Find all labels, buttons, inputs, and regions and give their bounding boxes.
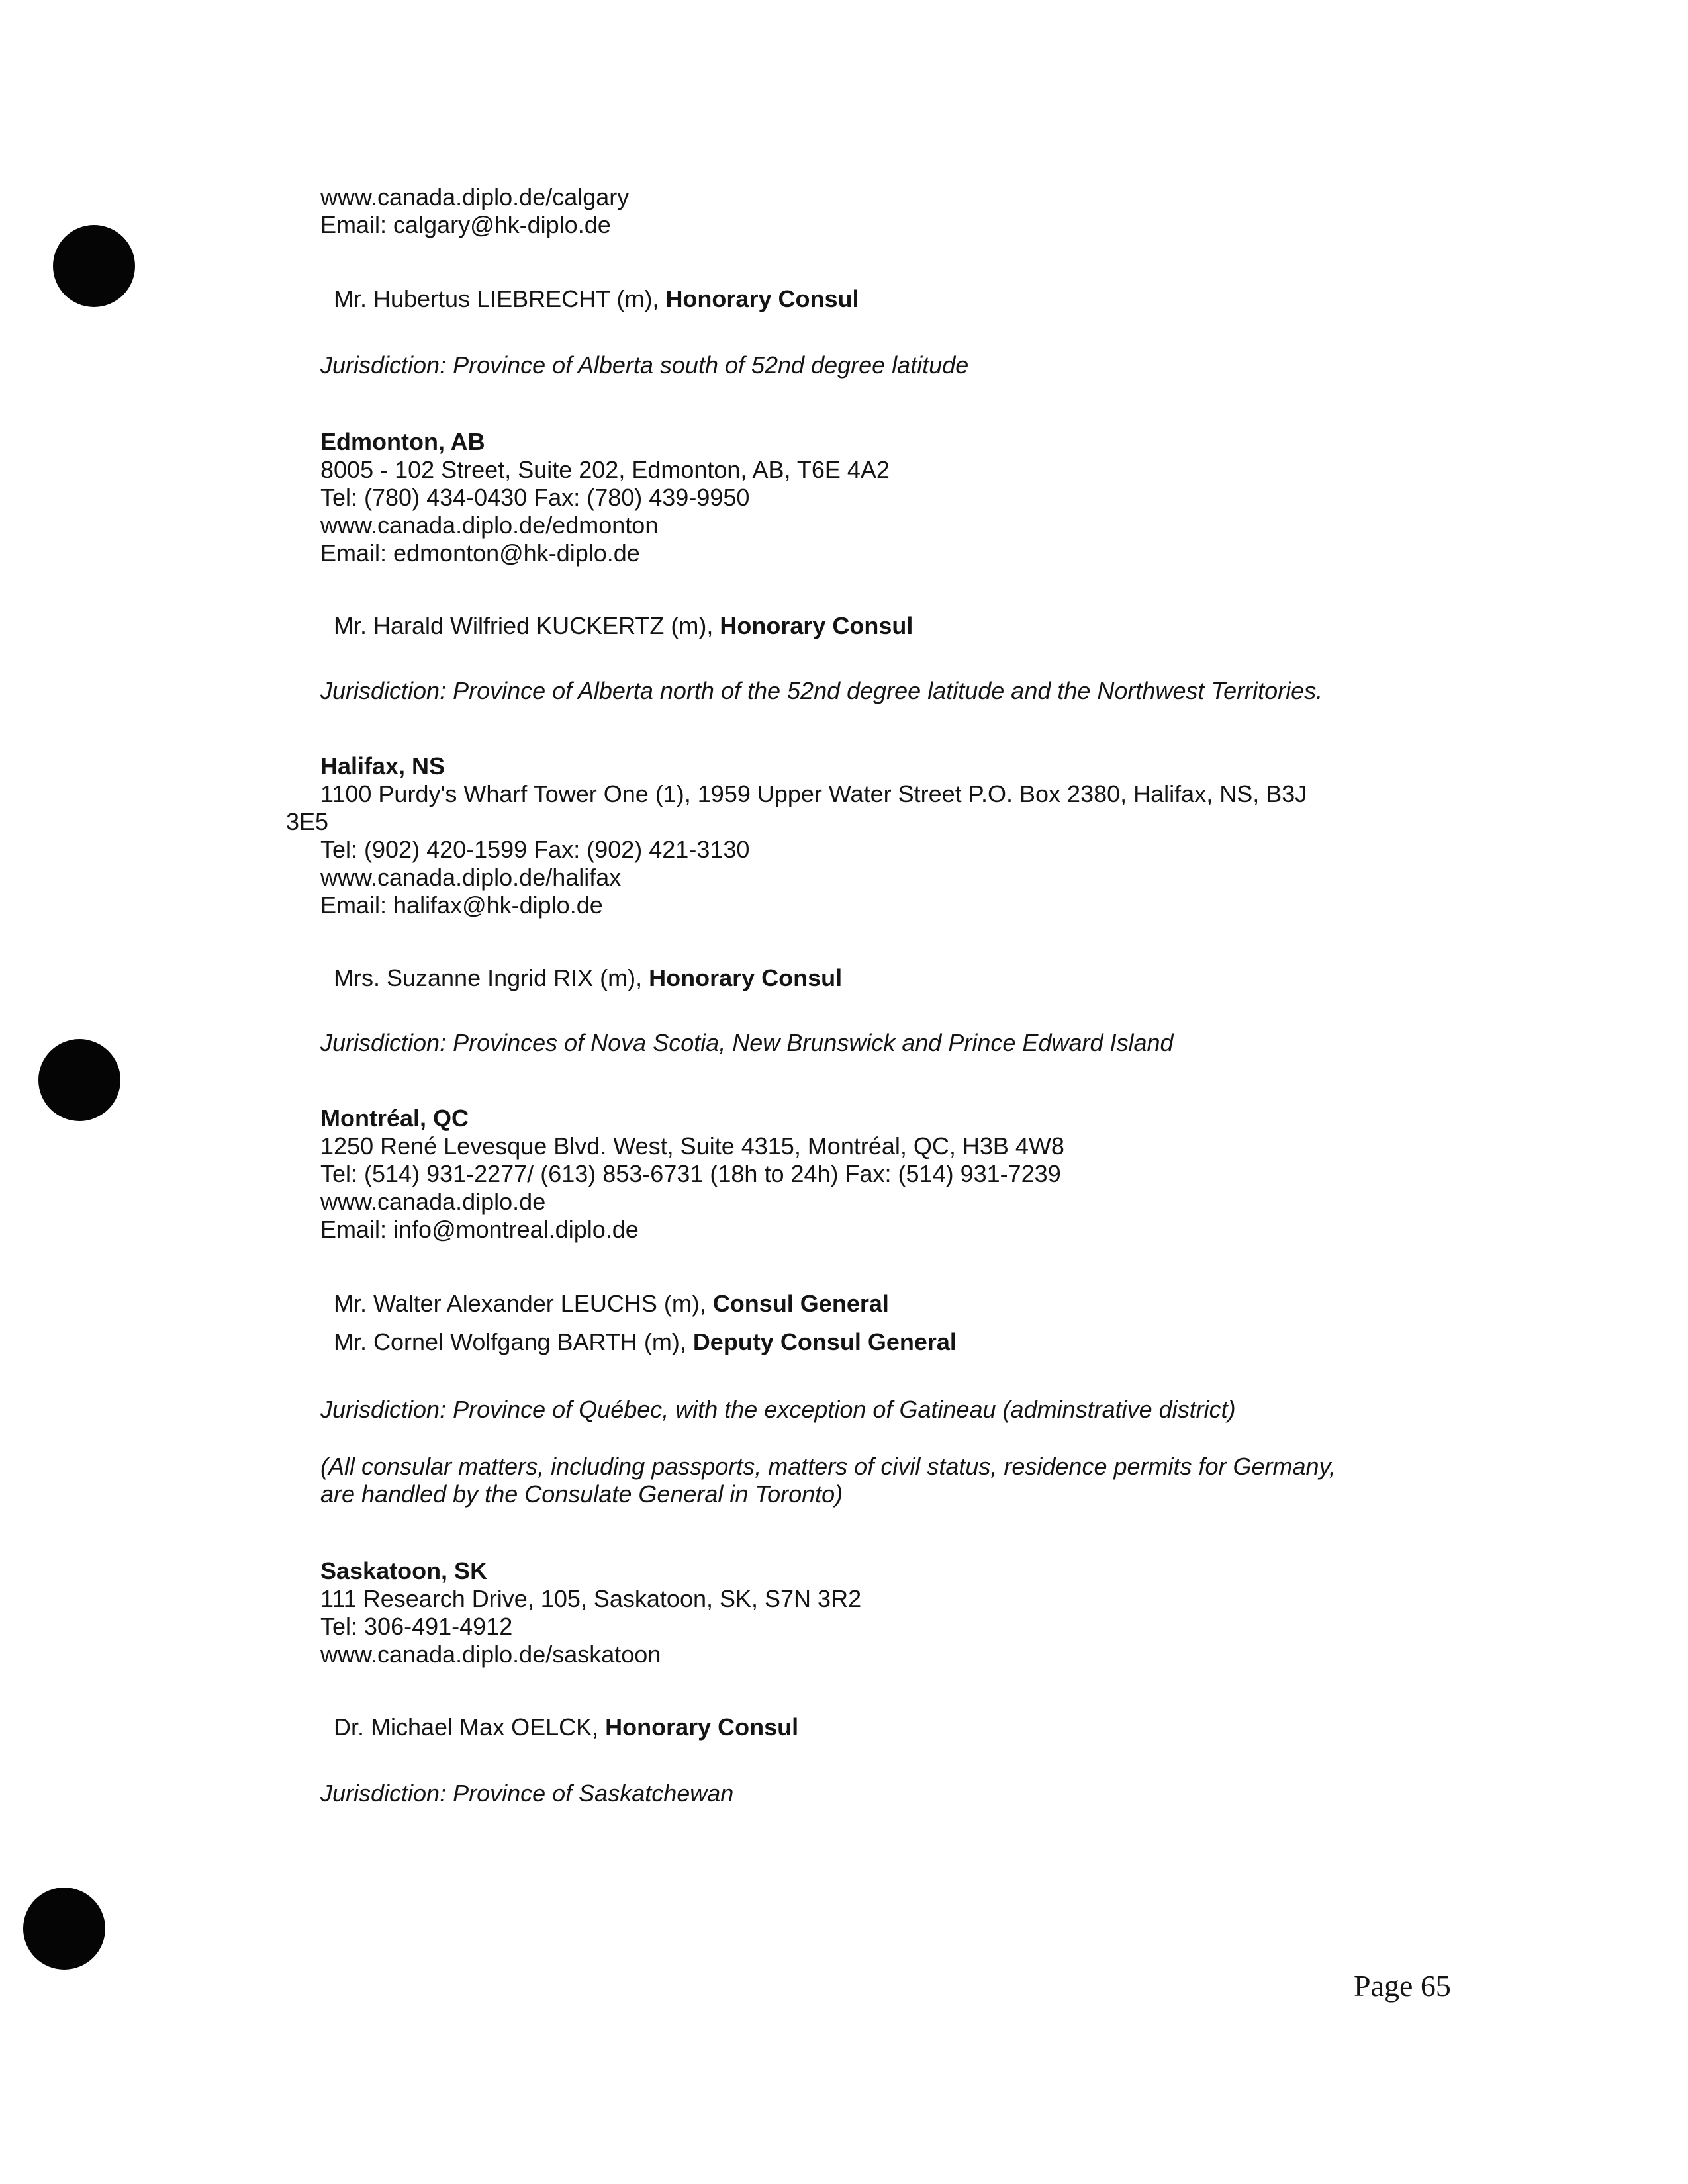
official-name: Mr. Walter Alexander LEUCHS (m), <box>334 1290 713 1317</box>
official-name: Mrs. Suzanne Ingrid RIX (m), <box>334 964 649 991</box>
calgary-jurisdiction: Jurisdiction: Province of Alberta south of 52nd degree latitude <box>320 351 969 379</box>
saskatoon-phone: Tel: 306-491-4912 <box>320 1613 513 1640</box>
official-name: Mr. Hubertus LIEBRECHT (m), <box>334 285 666 312</box>
binder-hole-bottom <box>23 1888 105 1970</box>
edmonton-address: 8005 - 102 Street, Suite 202, Edmonton, AB, T6E 4A2 <box>320 456 890 483</box>
halifax-website: www.canada.diplo.de/halifax <box>320 864 622 891</box>
halifax-email: Email: halifax@hk-diplo.de <box>320 891 603 919</box>
calgary-email: Email: calgary@hk-diplo.de <box>320 211 611 238</box>
official-title: Consul General <box>712 1290 889 1317</box>
official-name: Dr. Michael Max OELCK, <box>334 1713 606 1741</box>
saskatoon-address: 111 Research Drive, 105, Saskatoon, SK, S7N 3R2 <box>320 1585 862 1612</box>
saskatoon-heading: Saskatoon, SK <box>320 1557 488 1584</box>
halifax-official <box>334 964 842 993</box>
halifax-jurisdiction: Jurisdiction: Provinces of Nova Scotia, New Brunswick and Prince Edward Island <box>320 1029 1174 1056</box>
official-title: Honorary Consul <box>720 612 914 639</box>
binder-hole-middle <box>38 1039 120 1121</box>
page-number: Page 65 <box>1354 1969 1451 2003</box>
edmonton-phone: Tel: (780) 434-0430 Fax: (780) 439-9950 <box>320 484 750 511</box>
calgary-official <box>334 285 859 314</box>
montreal-website: www.canada.diplo.de <box>320 1188 546 1215</box>
official-title: Deputy Consul General <box>692 1328 957 1355</box>
saskatoon-jurisdiction: Jurisdiction: Province of Saskatchewan <box>320 1780 734 1807</box>
edmonton-website: www.canada.diplo.de/edmonton <box>320 512 659 539</box>
montreal-address: 1250 René Levesque Blvd. West, Suite 4315, Montréal, QC, H3B 4W8 <box>320 1132 1064 1160</box>
halifax-heading: Halifax, NS <box>320 752 445 780</box>
halifax-phone: Tel: (902) 420-1599 Fax: (902) 421-3130 <box>320 836 750 863</box>
official-title: Honorary Consul <box>665 285 859 312</box>
halifax-address: 1100 Purdy's Wharf Tower One (1), 1959 Upper Water Street P.O. Box 2380, Halifax, NS, B3J <box>320 780 1307 807</box>
edmonton-email: Email: edmonton@hk-diplo.de <box>320 539 640 567</box>
binder-hole-top <box>53 225 135 307</box>
edmonton-heading: Edmonton, AB <box>320 428 485 455</box>
montreal-official-consul-general <box>334 1289 889 1318</box>
montreal-note: (All consular matters, including passports, matters of civil status, residence permits for Germany, <box>320 1453 1336 1480</box>
montreal-email: Email: info@montreal.diplo.de <box>320 1216 639 1243</box>
official-title: Honorary Consul <box>649 964 843 991</box>
official-name: Mr. Harald Wilfried KUCKERTZ (m), <box>334 612 720 639</box>
official-name: Mr. Cornel Wolfgang BARTH (m), <box>334 1328 693 1355</box>
saskatoon-website: www.canada.diplo.de/saskatoon <box>320 1641 661 1668</box>
montreal-heading: Montréal, QC <box>320 1105 469 1132</box>
edmonton-official <box>334 612 913 641</box>
montreal-phone: Tel: (514) 931-2277/ (613) 853-6731 (18h to 24h) Fax: (514) 931-7239 <box>320 1160 1061 1187</box>
official-title: Honorary Consul <box>605 1713 799 1741</box>
halifax-address-cont: 3E5 <box>286 808 329 835</box>
saskatoon-official <box>334 1713 798 1742</box>
montreal-jurisdiction: Jurisdiction: Province of Québec, with the exception of Gatineau (adminstrative district) <box>320 1396 1236 1423</box>
edmonton-jurisdiction: Jurisdiction: Province of Alberta north of the 52nd degree latitude and the Northwest Territories. <box>320 677 1323 704</box>
montreal-official-deputy <box>334 1328 957 1357</box>
calgary-website: www.canada.diplo.de/calgary <box>320 183 630 210</box>
montreal-note-cont: are handled by the Consulate General in Toronto) <box>320 1480 843 1508</box>
